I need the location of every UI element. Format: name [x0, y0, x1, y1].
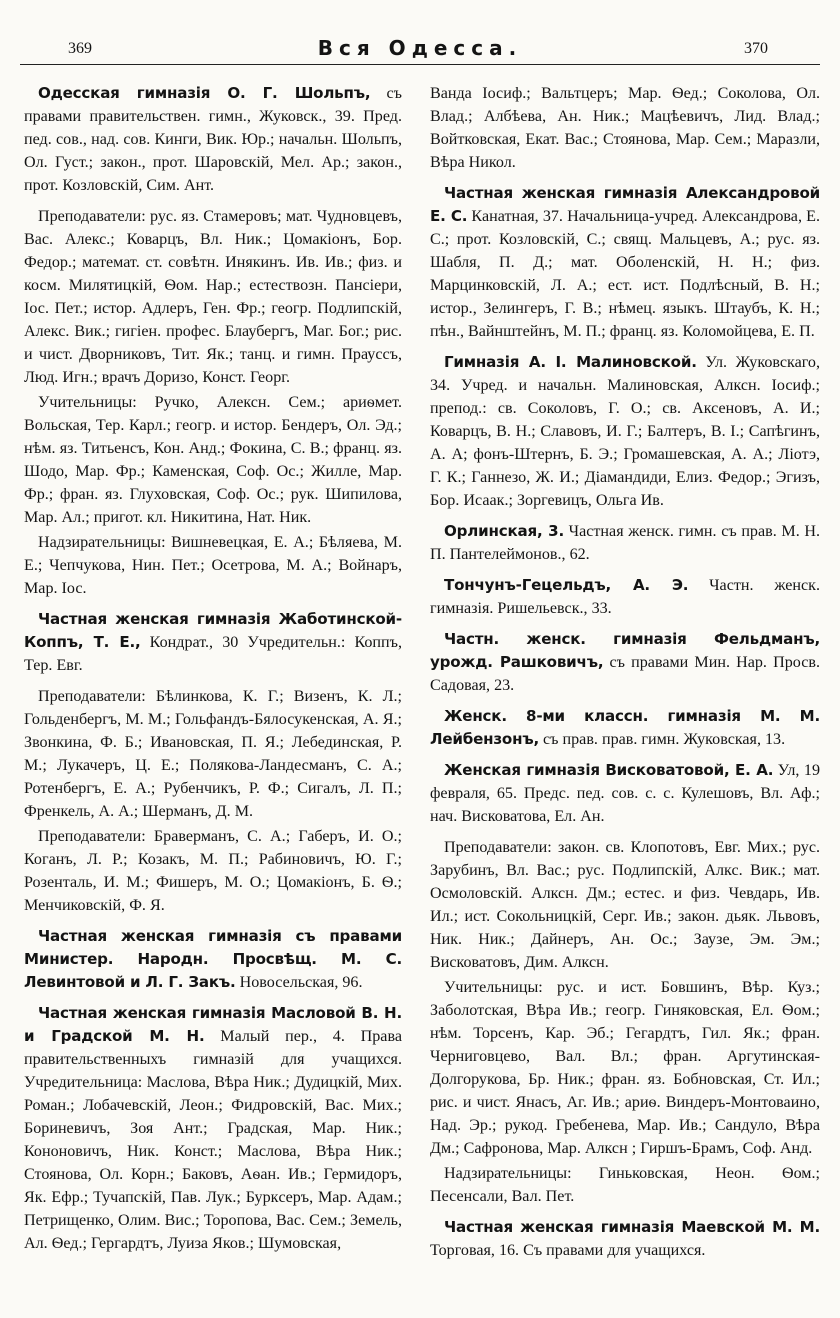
- entry-paragraph: [430, 976, 820, 1160]
- entry-paragraph: [24, 391, 402, 529]
- entry-paragraph: [24, 825, 402, 917]
- entry-text: Преподаватели: закон. св. Клопотовъ, Евг. Мих.; рус. Зарубинъ, Вл. Вас.; рус. Подлипскій, Алкс. Вик.; мат. Осмоловскій. Алксн. Дм.; естес. и физ. Чевдарь, Ив. Ил.; ист. Сокольницкій, Серг. Ив.; закон. дьяк. Львовъ, Ник. Ник.; Дайнеръ, Ан. Ос.; Заузе, Эм. Эм.; Висковатовъ, Дим. Алксн.: [430, 839, 820, 971]
- page-number-left: 369: [68, 40, 92, 57]
- entry-text: Частная женск. гимн. съ прав. М. Н. П. Пантелеймонов., 62.: [430, 523, 821, 563]
- entry-paragraph: [24, 608, 402, 677]
- entry-title: Частная женская гимназія Маевской М. М.: [444, 1218, 820, 1236]
- entry-title: Частная женская гимназія Масловой В. Н. и Градской М. Н.: [24, 1004, 402, 1045]
- entry-title: Женская гимназія Висковатовой, Е. А.: [444, 761, 774, 779]
- entry-paragraph: [430, 705, 820, 751]
- entry-paragraph: [24, 82, 402, 197]
- entry-text: съ правами правительствен. гимн., Жуковск., 39. Пред. пед. сов., над. сов. Кинги, Вик. Юр.; начальн. Шольпъ, Ол. Густ.; закон., прот. Шаровскій, Мел. Ар.; закон., прот. Козловскій, Сим. Ант.: [24, 85, 402, 194]
- entry-paragraph: [430, 82, 820, 174]
- entry-paragraph: [24, 531, 402, 600]
- entry-paragraph: [24, 1002, 402, 1255]
- entry-text: съ прав. прав. гимн. Жуковская, 13.: [539, 731, 786, 748]
- entry-title: Частная женская гимназія съ правами Министер. Народн. Просвѣщ. М. С. Левинтовой и Л. Г. Закъ.: [24, 927, 402, 991]
- entry-paragraph: [24, 925, 402, 994]
- entry-text: Надзирательницы: Вишневецкая, Е. А.; Бѣляева, М. Е.; Чепчукова, Нин. Пет.; Осетрова, М. А.; Войнаръ, Мар. Іос.: [24, 534, 402, 597]
- entry-paragraph: [430, 520, 820, 566]
- entry-title: Тончунъ-Гецельдъ, А. Э.: [444, 576, 689, 594]
- entry-paragraph: [430, 1162, 820, 1208]
- entry-text: Частн. женск. гимназія. Ришельевск., 33.: [430, 577, 820, 617]
- entry-paragraph: [430, 1216, 820, 1262]
- entry-paragraph: [430, 759, 820, 828]
- entry-text: Новосельская, 96.: [235, 974, 363, 991]
- left-column: [24, 82, 402, 1263]
- entry-text: Преподаватели: Браверманъ, С. А.; Габеръ, И. О.; Коганъ, Л. Р.; Козакъ, М. П.; Рабиновичъ, Ю. Г.; Розенталь, И. М.; Фишеръ, М. О.; Цомакіонъ, Б. Ѳ.; Менчиковскій, Ф. Я.: [24, 828, 402, 914]
- entry-title: Гимназія А. І. Малиновской.: [444, 353, 697, 371]
- entry-paragraph: [430, 182, 820, 343]
- entry-text: Надзирательницы: Гиньковская, Неон. Ѳом.; Песенсали, Вал. Пет.: [430, 1165, 820, 1205]
- entry-text: Торговая, 16. Съ правами для учащихся.: [430, 1242, 706, 1259]
- entry-text: Ул. Жуковскаго, 34. Учред. и начальн. Малиновская, Алксн. Іосиф.; препод.: св. Соколовъ, Г. О.; св. Аксеновъ, А. И.; Коварцъ, В. Н.; Славовъ, И. Г.; Балтеръ, В. І.; Сапѣгинъ, А. А; фонъ-Штернъ, Б. Э.; Громашевская, А. А.; Ліотэ, Г. К.; Ганнезо, Ж. И.; Діамандиди, Елиз. Федор.; Эгизъ, Бор. Исаак.; Зоргевицъ, Ольга Ив.: [430, 354, 821, 509]
- entry-text: Ванда Іосиф.; Вальтцеръ; Мар. Ѳед.; Соколова, Ол. Влад.; Албѣева, Ан. Ник.; Мацѣевичъ, Лид. Влад.; Войтковская, Екат. Вас.; Стоянова, Мар. Сем.; Маразли, Вѣра Никол.: [430, 85, 820, 171]
- running-title: Вся Одесса.: [317, 36, 523, 60]
- entry-text: Кондрат., 30 Учредительн.: Коппъ, Тер. Евг.: [24, 634, 402, 674]
- entry-title: Частная женская гимназія Александровой Е. С.: [430, 184, 820, 225]
- entry-title: Одесская гимназія О. Г. Шольпъ,: [38, 84, 371, 102]
- entry-text: Малый пер., 4. Права правительственныхъ гимназій для учащихся. Учредительница: Маслова, Вѣра Ник.; Дудицкій, Мих. Роман.; Лобачевскій, Леон.; Фидровскій, Вас. Мих.; Бориневичъ, Зоя Ант.; Градская, Мар. Ник.; Кононовичъ, Ник. Конст.; Маслова, Вѣра Ник.; Стоянова, Ол. Корн.; Баковъ, Аѳан. Ив.; Гермидоръ, Як. Ефр.; Тучапскій, Пав. Лук.; Буркcеръ, Мар. Адам.; Петрищенко, Олим. Вис.; Торопова, Вас. Сем.; Земель, Ал. Ѳед.; Гергардтъ, Луиза Яков.; Шумовская,: [24, 1028, 402, 1252]
- entry-paragraph: [430, 574, 820, 620]
- entry-text: съ правами Мин. Нар. Просв. Садовая, 23.: [430, 654, 820, 694]
- entry-title: Частная женская гимназія Жаботинской-Коппъ, Т. Е.,: [24, 610, 402, 651]
- entry-text: Ул, 19 февраля, 65. Предс. пед. сов. с. с. Кулешовъ, Вл. Аф.; нач. Висковатова, Ел. Ан.: [430, 762, 820, 825]
- entry-title: Орлинская, 3.: [444, 522, 565, 540]
- entry-title: Женск. 8-ми классн. гимназія М. М. Лейбензонъ,: [430, 707, 820, 748]
- entry-text: Учительницы: Ручко, Алексн. Сем.; ариѳмет. Вольская, Тер. Карл.; геогр. и истор. Бендеръ, Ол. Эд.; нѣм. яз. Титьенсъ, Кон. Анд.; Фокина, С. В.; франц. яз. Шодо, Мар. Фр.; Каменская, Соф. Ос.; Жилле, Мар. Фр.; фран. яз. Глуховская, Соф. Ос.; рук. Шипилова, Мар. Ал.; пригот. кл. Никитина, Нат. Ник.: [24, 394, 402, 526]
- entry-paragraph: [430, 351, 820, 512]
- page-header: [20, 34, 820, 65]
- entry-text: Канатная, 37. Начальница-учред. Александрова, Е. С.; прот. Козловскій, С.; свящ. Мальцевъ, А.; рус. яз. Шабля, П. Д.; мат. Оболенскій, Н. Н.; физ. Марцинковскій, Л. А.; ест. ист. Подлѣсный, В. Н.; истор., Зелингеръ, Г. В.; нѣмец. языкъ. Штаубъ, К. Н.; пѣн., Вайнштейнъ, М. П.; франц. яз. Коломойцева, Е. П.: [430, 208, 820, 340]
- entry-paragraph: [430, 836, 820, 974]
- entry-paragraph: [24, 205, 402, 389]
- entry-paragraph: [430, 628, 820, 697]
- entry-paragraph: [24, 685, 402, 823]
- page-number-right: 370: [744, 40, 768, 57]
- entry-text: Учительницы: рус. и ист. Бовшинъ, Вѣр. Куз.; Заболотская, Вѣра Ив.; геогр. Гиняковская, Ел. Ѳом.; нѣм. Торсенъ, Кар. Эб.; Гегардтъ, Гил. Як.; фран. Черниговцево, Вал. Вл.; фран. Аргутинская-Долгорукова, Бр. Ник.; фран. яз. Бобновская, Ст. Ил.; рис. и чист. Янасъ, Аг. Ив.; ариѳ. Виндеръ-Монтоваино, Над. Эр.; рукод. Гребенева, Мар. Ив.; Сандуло, Вѣра Дм.; Сафронова, Мар. Алксн ; Гиршъ-Брамъ, Соф. Анд.: [430, 979, 820, 1157]
- right-column: [430, 82, 820, 1270]
- entry-title: Частн. женск. гимназія Фельдманъ, урожд. Рашковичъ,: [430, 630, 820, 671]
- entry-text: Преподаватели: Бѣлинкова, К. Г.; Визенъ, К. Л.; Гольденбергъ, М. М.; Гольфандъ-Бялосукенская, А. Я.; Звонкина, Ф. Б.; Ивановская, П. Я.; Лебединская, Р. М.; Лукачеръ, Ц. Е.; Полякова-Ландесманъ, С. А.; Ротенбергъ, Е. А.; Рубенчикъ, Р. Ф.; Сигалъ, Л. П.; Френкель, А. А.; Шерманъ, Д. М.: [24, 688, 402, 820]
- entry-text: Преподаватели: рус. яз. Стамеровъ; мат. Чудновцевъ, Вас. Алекс.; Коварцъ, Вл. Ник.; Цомакіонъ, Бор. Федор.; математ. ст. совѣтн. Инякинъ. Ив. Ив.; физ. и косм. Милятицкій, Ѳом. Нар.; естествозн. Пансіери, Іос. Пет.; истор. Адлеръ, Ген. Фр.; геогр. Подлипскій, Алекс. Вик.; гигіен. профес. Блаубергъ, Маг. Бог.; рис. и чист. Дворниковъ, Тит. Як.; танц. и гимн. Праусcъ, Люд. Игн.; врачъ Доризо, Конст. Георг.: [24, 208, 402, 386]
